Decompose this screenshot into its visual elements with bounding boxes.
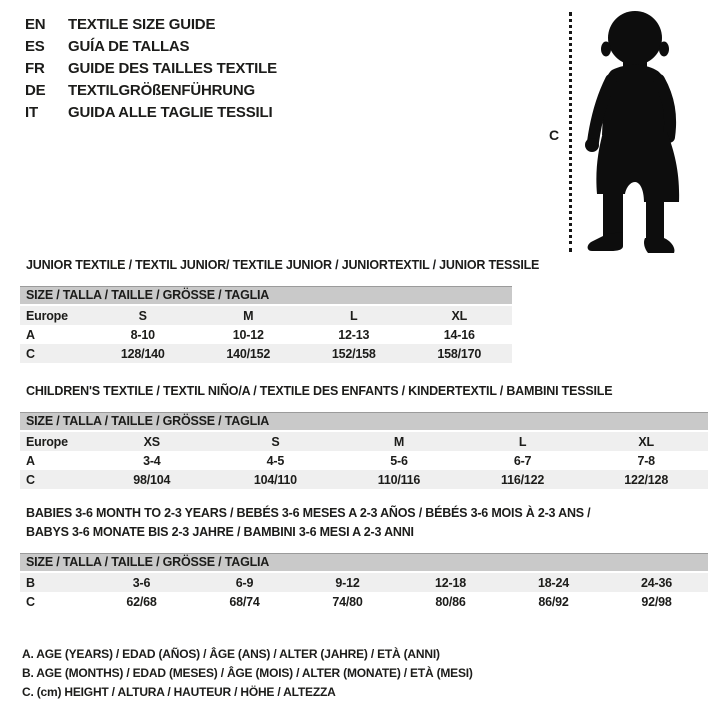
size-cell: 104/110: [253, 472, 297, 487]
size-cell: 18-24: [538, 575, 569, 590]
language-row: [25, 57, 277, 79]
row-label: A: [26, 453, 35, 468]
size-cell: 92/98: [641, 594, 672, 609]
height-measure-label: C: [549, 127, 560, 143]
size-cell: 10-12: [232, 327, 264, 342]
language-code: ES: [25, 37, 45, 55]
size-cell: 122/128: [624, 472, 669, 487]
height-measure-dotted-line: [569, 12, 572, 252]
row-label: C: [26, 472, 35, 487]
size-cell: M: [243, 308, 254, 323]
size-header-bar: SIZE / TALLA / TAILLE / GRÖSSE / TAGLIA: [20, 412, 708, 430]
footnote-line: B. AGE (MONTHS) / EDAD (MESES) / ÂGE (MOIS) / ALTER (MONATE) / ETÀ (MESI): [22, 666, 473, 680]
row-label: C: [26, 594, 35, 609]
footnotes: [22, 645, 473, 702]
size-cell: 7-8: [637, 453, 655, 468]
size-cell: 98/104: [133, 472, 171, 487]
section-title-line: JUNIOR TEXTILE / TEXTIL JUNIOR/ TEXTILE JUNIOR / JUNIORTEXTIL / JUNIOR TESSILE: [26, 258, 540, 272]
size-cell: L: [518, 434, 527, 449]
size-cell: 80/86: [435, 594, 466, 609]
language-title: GUÍA DE TALLAS: [68, 37, 190, 55]
language-list: [25, 13, 277, 123]
size-cell: 74/80: [332, 594, 363, 609]
size-cell: 4-5: [266, 453, 285, 468]
section-babies-textile: [20, 504, 708, 611]
size-cell: 6-7: [513, 453, 532, 468]
size-cell: 116/122: [501, 472, 545, 487]
section-childrens-textile: [20, 382, 708, 489]
size-cell: 5-6: [390, 453, 408, 468]
size-cell: XS: [143, 434, 160, 449]
size-table: [20, 432, 708, 489]
section-title-line: BABIES 3-6 MONTH TO 2-3 YEARS / BEBÉS 3-6 MESES A 2-3 AÑOS / BÉBÉS 3-6 MOIS À 2-3 ANS /: [26, 506, 591, 520]
size-cell: XL: [638, 434, 654, 449]
section-title: [26, 382, 708, 401]
table-row: [20, 344, 512, 363]
size-header-bar: SIZE / TALLA / TAILLE / GRÖSSE / TAGLIA: [20, 286, 512, 304]
size-cell: S: [271, 434, 280, 449]
size-header-bar: SIZE / TALLA / TAILLE / GRÖSSE / TAGLIA: [20, 553, 708, 571]
size-table: [20, 306, 512, 363]
language-code: FR: [25, 59, 45, 77]
size-cell: 8-10: [130, 327, 155, 342]
language-code: EN: [25, 15, 46, 33]
size-cell: 140/152: [226, 346, 271, 361]
size-cell: M: [393, 434, 405, 449]
size-cell: 24-36: [641, 575, 672, 590]
footnote-line: A. AGE (YEARS) / EDAD (AÑOS) / ÂGE (ANS) / ALTER (JAHRE) / ETÀ (ANNI): [22, 647, 440, 661]
size-cell: 110/116: [377, 472, 421, 487]
footnote-line: C. (cm) HEIGHT / ALTURA / HAUTEUR / HÖHE / ALTEZZA: [22, 685, 336, 699]
size-cell: 3-6: [132, 575, 151, 590]
size-cell: 14-16: [443, 327, 475, 342]
language-code: DE: [25, 81, 46, 99]
language-row: [25, 79, 277, 101]
language-title: GUIDA ALLE TAGLIE TESSILI: [68, 103, 273, 121]
row-label: C: [26, 346, 35, 361]
size-cell: S: [138, 308, 147, 323]
language-title: GUIDE DES TAILLES TEXTILE: [68, 59, 277, 77]
size-cell: 68/74: [229, 594, 260, 609]
table-row: [20, 470, 708, 489]
size-cell: 158/170: [437, 346, 482, 361]
row-label: Europe: [26, 434, 68, 449]
size-cell: 128/140: [120, 346, 165, 361]
section-title-line: BABYS 3-6 MONATE BIS 2-3 JAHRE / BAMBINI 3-6 MESI A 2-3 ANNI: [26, 525, 414, 539]
row-label: A: [26, 327, 35, 342]
language-row: [25, 13, 277, 35]
size-cell: 3-4: [143, 453, 161, 468]
language-title: TEXTILE SIZE GUIDE: [68, 15, 216, 33]
size-cell: 62/68: [126, 594, 157, 609]
table-row: [20, 432, 708, 451]
section-junior-textile: [20, 256, 540, 363]
table-row: [20, 325, 512, 344]
size-table: [20, 573, 708, 611]
toddler-silhouette-icon: [582, 6, 702, 256]
table-row: [20, 451, 708, 470]
size-cell: L: [350, 308, 358, 323]
size-cell: 6-9: [235, 575, 254, 590]
size-cell: 86/92: [538, 594, 569, 609]
language-row: [25, 35, 277, 57]
row-label: Europe: [26, 308, 68, 323]
size-cell: 152/158: [331, 346, 376, 361]
language-row: [25, 101, 277, 123]
size-cell: 9-12: [335, 575, 360, 590]
row-label: B: [26, 575, 35, 590]
section-title: [26, 256, 540, 275]
language-code: IT: [25, 103, 38, 121]
size-cell: 12-18: [435, 575, 466, 590]
table-row: [20, 573, 708, 592]
size-cell: XL: [451, 308, 468, 323]
section-title-line: CHILDREN'S TEXTILE / TEXTIL NIÑO/A / TEXTILE DES ENFANTS / KINDERTEXTIL / BAMBINI TESSILE: [26, 384, 613, 398]
size-cell: 12-13: [338, 327, 370, 342]
table-row: [20, 592, 708, 611]
language-title: TEXTILGRÖßENFÜHRUNG: [68, 81, 256, 99]
table-row: [20, 306, 512, 325]
section-title: [26, 504, 708, 542]
